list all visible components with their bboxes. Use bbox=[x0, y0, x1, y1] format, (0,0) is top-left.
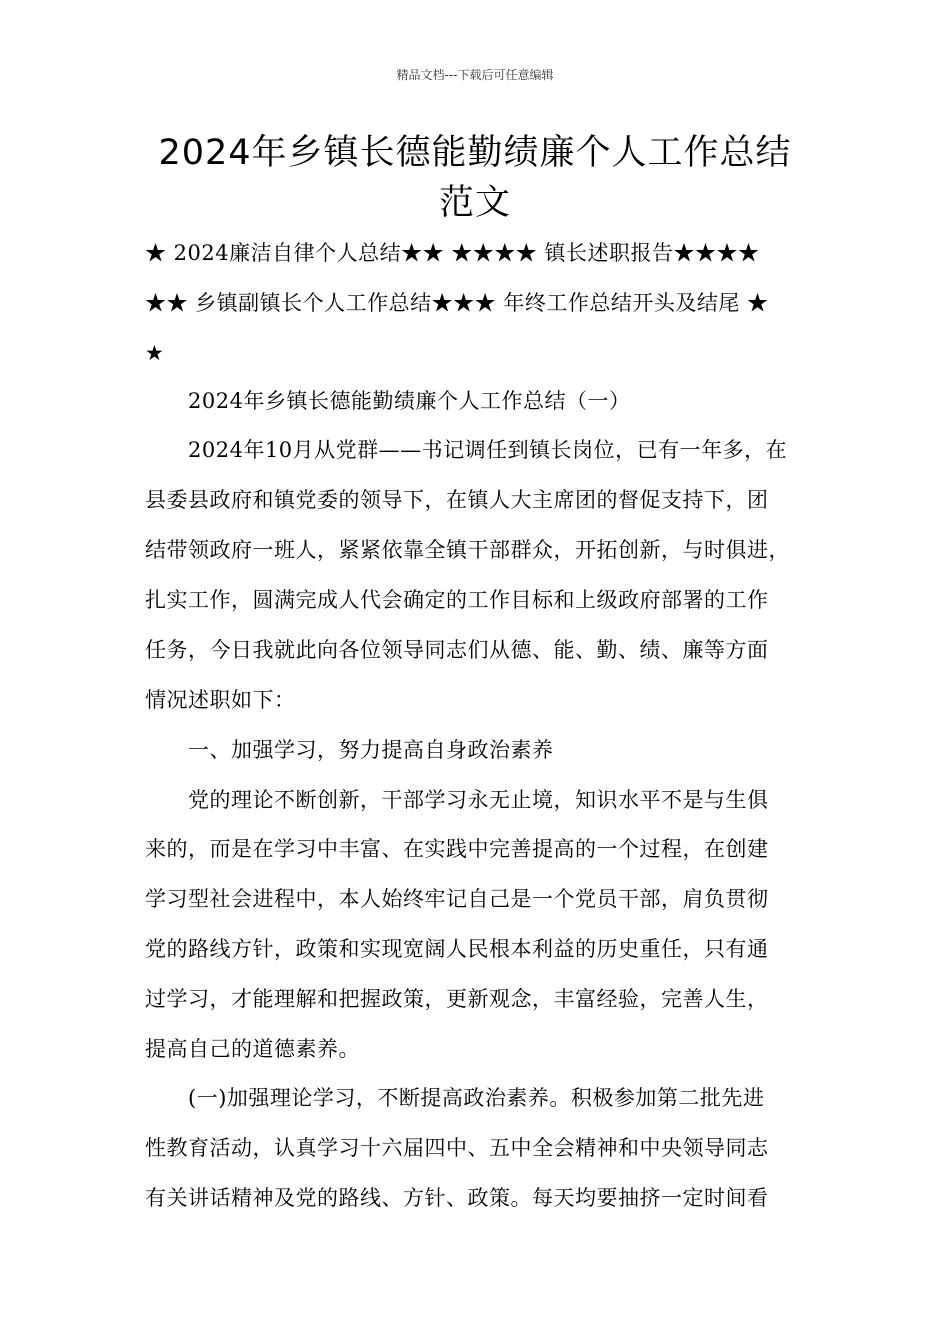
page-header: 精品文档---下载后可任意编辑 bbox=[396, 68, 554, 82]
related-links-line: ★★ 乡镇副镇长个人工作总结★★★ 年终工作总结开头及结尾 ★ bbox=[145, 291, 769, 315]
paragraph-line: 结带领政府一班人，紧紧依靠全镇干部群众，开拓创新，与时俱进， bbox=[145, 538, 790, 562]
paragraph-line: (一)加强理论学习，不断提高政治素养。积极参加第二批先进 bbox=[145, 1086, 765, 1110]
paragraph-line: 提高自己的道德素养。 bbox=[145, 1037, 360, 1061]
paragraph-line: 性教育活动，认真学习十六届四中、五中全会精神和中央领导同志 bbox=[145, 1136, 769, 1160]
paragraph-line: 扎实工作，圆满完成人代会确定的工作目标和上级政府部署的工作 bbox=[145, 588, 769, 612]
paragraph-line: 情况述职如下： bbox=[145, 688, 296, 712]
section-heading: 2024年乡镇长德能勤绩廉个人工作总结（一） bbox=[145, 389, 631, 413]
paragraph-line: 县委县政府和镇党委的领导下，在镇人大主席团的督促支持下，团 bbox=[145, 488, 769, 512]
paragraph-line: 任务，今日我就此向各位领导同志们从德、能、勤、绩、廉等方面 bbox=[145, 638, 769, 662]
document-title-line-1: 2024年乡镇长德能勤绩廉个人工作总结 bbox=[158, 133, 792, 173]
paragraph-line: 2024年10月从党群——书记调任到镇长岗位，已有一年多，在 bbox=[145, 438, 788, 462]
paragraph-line: 来的，而是在学习中丰富、在实践中完善提高的一个过程，在创建 bbox=[145, 837, 769, 861]
paragraph-line: 党的理论不断创新，干部学习永无止境，知识水平不是与生俱 bbox=[145, 788, 769, 812]
paragraph-line: 学习型社会进程中，本人始终牢记自己是一个党员干部，肩负贯彻 bbox=[145, 887, 769, 911]
paragraph-line: 党的路线方针，政策和实现宽阔人民根本利益的历史重任，只有通 bbox=[145, 937, 769, 961]
related-links-line: ★ bbox=[145, 341, 165, 365]
paragraph-line: 有关讲话精神及党的路线、方针、政策。每天均要抽挤一定时间看 bbox=[145, 1186, 769, 1210]
paragraph-line: 过学习，才能理解和把握政策，更新观念，丰富经验，完善人生， bbox=[145, 987, 769, 1011]
related-links-line: ★ 2024廉洁自律个人总结★★ ★★★★ 镇长述职报告★★★★ bbox=[145, 241, 760, 265]
section-heading: 一、加强学习，努力提高自身政治素养 bbox=[145, 738, 554, 762]
document-title-line-2: 范文 bbox=[438, 183, 511, 223]
